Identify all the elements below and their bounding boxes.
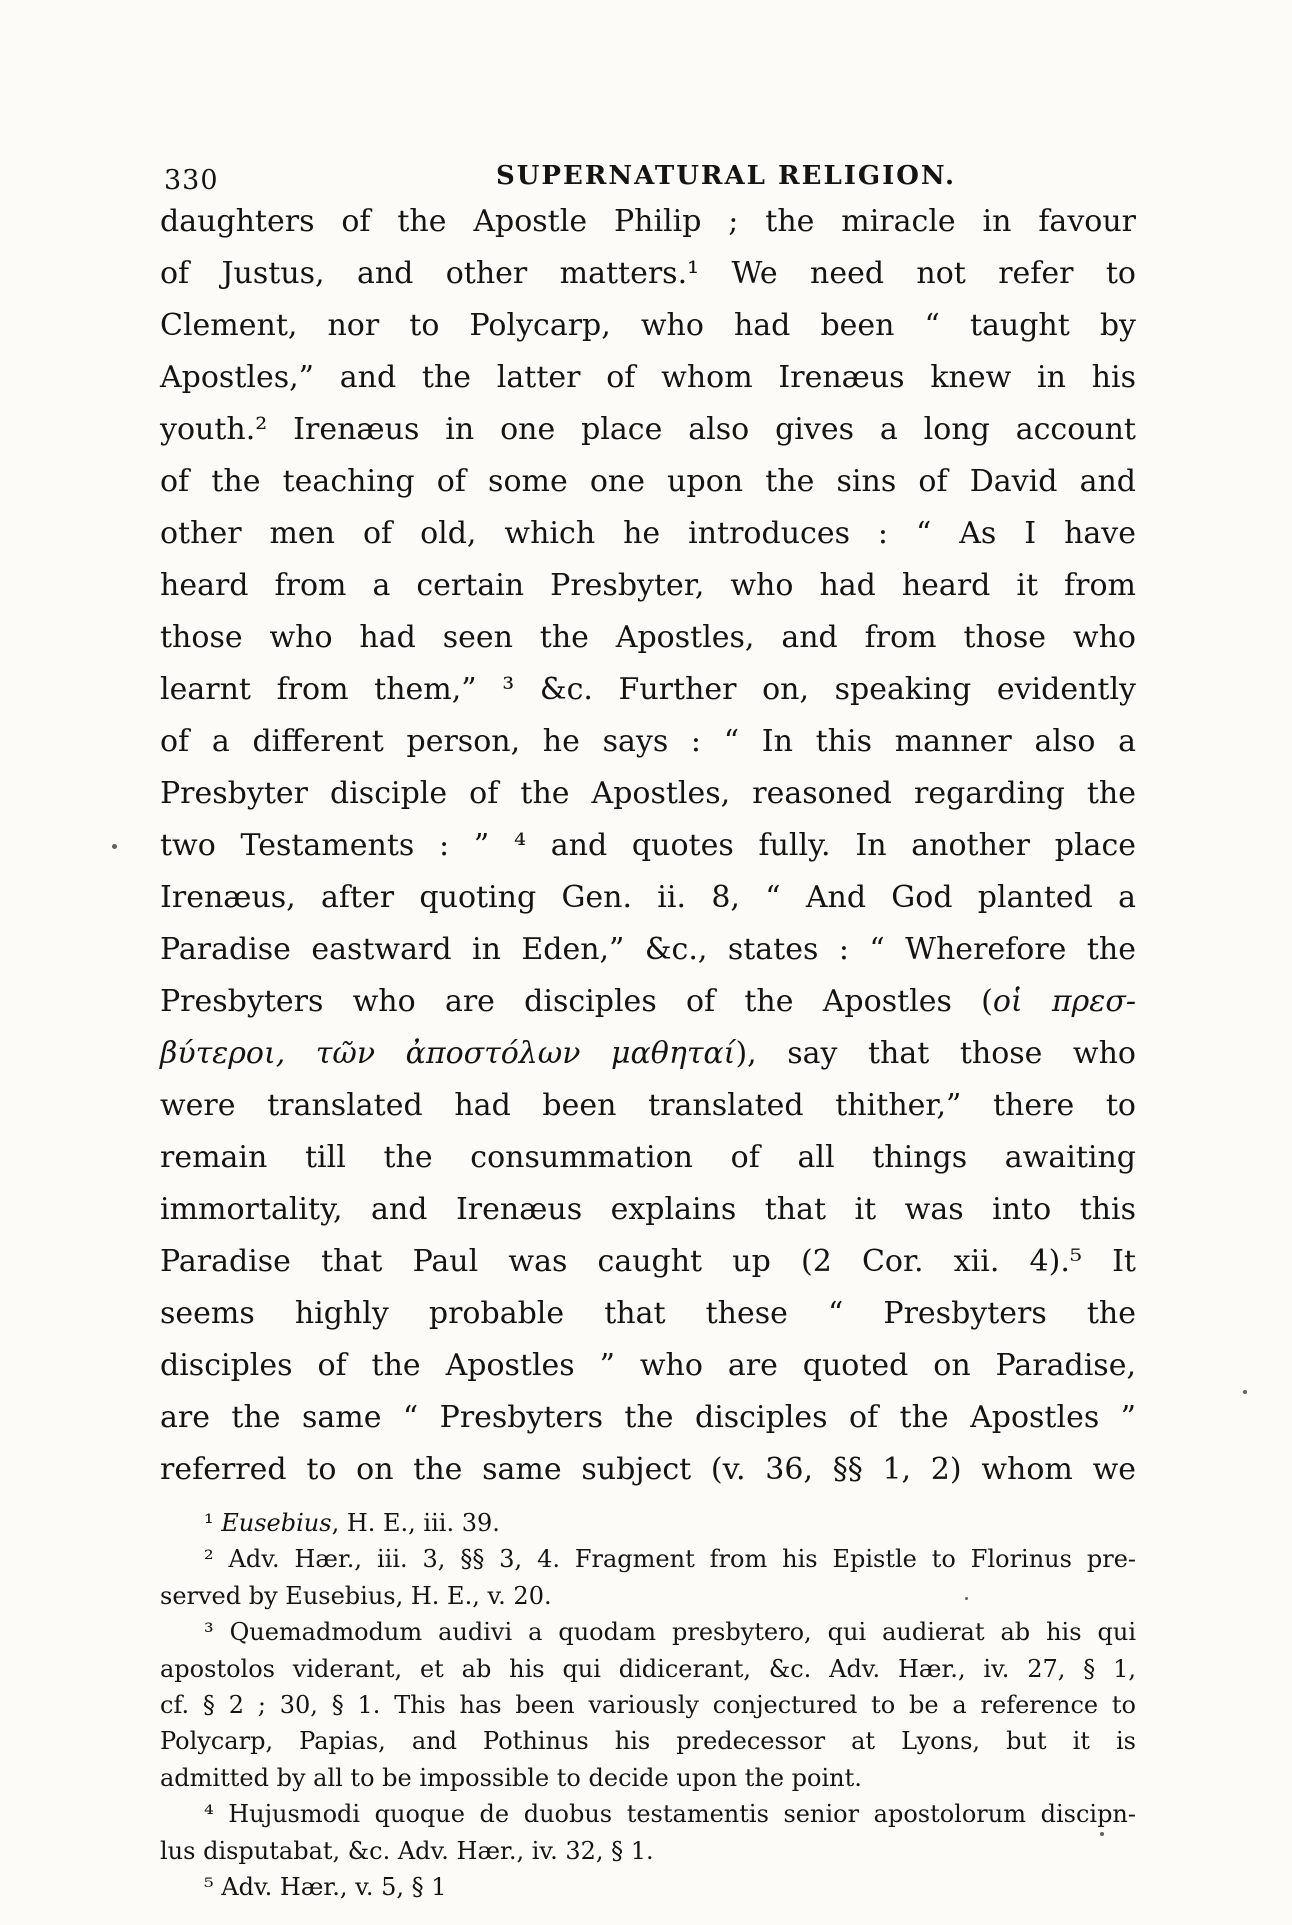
body-line: Irenæus, after quoting Gen. ii. 8, “ And God planted a xyxy=(160,880,1136,915)
body-line: of a different person, he says : “ In this manner also a xyxy=(160,724,1136,759)
body-line: Presbyters who are disciples of the Apostles (οἱ πρεσ- xyxy=(160,984,1136,1019)
footnote-line: ⁵ Adv. Hær., v. 5, § 1 xyxy=(204,1873,447,1902)
body-line: those who had seen the Apostles, and from those who xyxy=(160,620,1136,655)
body-text xyxy=(160,196,1136,1496)
body-line: heard from a certain Presbyter, who had heard it from xyxy=(160,568,1136,603)
body-line: two Testaments : ” ⁴ and quotes fully. In another place xyxy=(160,828,1136,863)
body-line: disciples of the Apostles ” who are quoted on Paradise, xyxy=(160,1348,1136,1383)
footnote-line: Polycarp, Papias, and Pothinus his predecessor at Lyons, but it is xyxy=(160,1727,1136,1756)
body-line: Apostles,” and the latter of whom Irenæus knew in his xyxy=(160,360,1136,395)
body-line: referred to on the same subject (v. 36, §§ 1, 2) whom we xyxy=(160,1452,1136,1487)
body-line: Presbyter disciple of the Apostles, reasoned regarding the xyxy=(160,776,1136,811)
footnote-line: ¹ Eusebius, H. E., iii. 39. xyxy=(204,1509,500,1537)
body-line: Clement, nor to Polycarp, who had been “ taught by xyxy=(160,308,1136,343)
footnote-line: apostolos viderant, et ab his qui didicerant, &c. Adv. Hær., iv. 27, § 1, xyxy=(160,1654,1136,1683)
scan-speck xyxy=(112,844,117,849)
body-line: learnt from them,” ³ &c. Further on, speaking evidently xyxy=(160,672,1136,707)
body-line: daughters of the Apostle Philip ; the miracle in favour xyxy=(160,204,1136,239)
footnote-line: lus disputabat, &c. Adv. Hær., iv. 32, § 1. xyxy=(160,1836,654,1865)
body-line: are the same “ Presbyters the disciples of the Apostles ” xyxy=(160,1400,1136,1435)
footnote-line: ⁴ Hujusmodi quoque de duobus testamentis senior apostolorum discipn- xyxy=(204,1800,1136,1829)
body-line: youth.² Irenæus in one place also gives a long account xyxy=(160,412,1136,447)
scan-speck xyxy=(1243,1390,1247,1394)
body-line: were translated had been translated thither,” there to xyxy=(160,1088,1136,1123)
footnote-line: cf. § 2 ; 30, § 1. This has been variously conjectured to be a reference to xyxy=(160,1691,1136,1720)
footnote-line: ³ Quemadmodum audivi a quodam presbytero, qui audierat ab his qui xyxy=(204,1618,1136,1647)
body-line: seems highly probable that these “ Presbyters the xyxy=(160,1296,1136,1331)
body-line: other men of old, which he introduces : “ As I have xyxy=(160,516,1136,551)
footnote-line: ² Adv. Hær., iii. 3, §§ 3, 4. Fragment from his Epistle to Florinus pre- xyxy=(204,1545,1136,1574)
scan-speck xyxy=(1100,1832,1104,1836)
scan-speck xyxy=(965,1597,968,1600)
footnote-line: admitted by all to be impossible to decide upon the point. xyxy=(160,1763,862,1792)
footnote-line: served by Eusebius, H. E., v. 20. xyxy=(160,1581,552,1610)
body-line: Paradise that Paul was caught up (2 Cor. xii. 4).⁵ It xyxy=(160,1244,1136,1279)
footnotes xyxy=(160,1505,1136,1905)
page-header xyxy=(160,161,1292,201)
body-line: immortality, and Irenæus explains that it was into this xyxy=(160,1192,1136,1227)
body-line: of Justus, and other matters.¹ We need not refer to xyxy=(160,256,1136,291)
page-number: 330 xyxy=(164,165,219,196)
body-line: of the teaching of some one upon the sins of David and xyxy=(160,464,1136,499)
body-line: βύτεροι, τῶν ἀποστόλων μαθηταί), say that those who xyxy=(160,1036,1136,1071)
body-line: remain till the consummation of all things awaiting xyxy=(160,1140,1136,1175)
running-title: SUPERNATURAL RELIGION. xyxy=(495,161,957,191)
body-line: Paradise eastward in Eden,” &c., states : “ Wherefore the xyxy=(160,932,1136,967)
